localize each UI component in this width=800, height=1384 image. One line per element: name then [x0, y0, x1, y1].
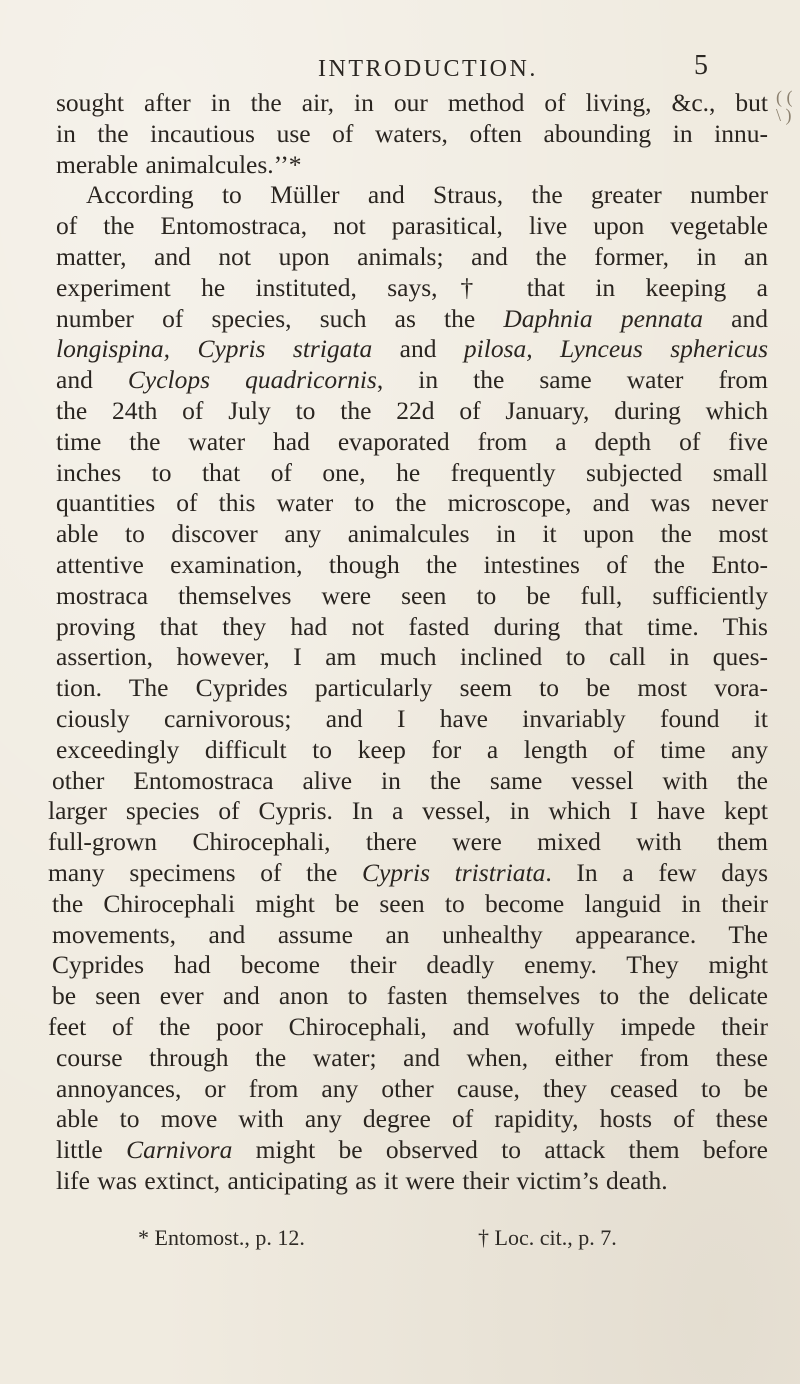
footnote-2: † Loc. cit., p. 7. — [478, 1225, 617, 1250]
text-line: According to Müller and Straus, the greater number — [86, 180, 768, 210]
text-line: be seen ever and anon to fasten themselves to the delicate — [52, 981, 768, 1011]
text-line: little Carnivora might be observed to attack them before — [56, 1135, 768, 1165]
text-line: number of species, such as the Daphnia pennata and — [56, 303, 768, 333]
text-line: quantities of this water to the microscope, and was never — [56, 488, 768, 518]
text-line: feet of the poor Chirocephali, and wofully impede their — [48, 1011, 768, 1041]
page-edge-mark: ( ( \ ) — [776, 87, 793, 125]
text-line: and Cyclops quadricornis, in the same water from — [56, 365, 769, 395]
running-title: INTRODUCTION. — [318, 56, 538, 82]
running-header — [0, 48, 800, 88]
text-line: merable animalcules.’’* — [56, 149, 302, 179]
text-line: other Entomostraca alive in the same vessel with the — [52, 765, 768, 795]
body-text — [48, 88, 769, 1197]
text-line: course through the water; and when, either from these — [56, 1042, 768, 1072]
text-line: life was extinct, anticipating as it were their victim’s death. — [56, 1165, 668, 1195]
footnote-1: * Entomost., p. 12. — [138, 1225, 305, 1250]
page-number: 5 — [694, 50, 708, 81]
text-line: in the incautious use of waters, often abounding in innu- — [56, 118, 768, 148]
text-line: time the water had evaporated from a depth of five — [56, 426, 768, 456]
text-line: the 24th of July to the 22d of January, during which — [56, 395, 768, 425]
text-line: assertion, however, I am much inclined to call in ques- — [56, 642, 768, 672]
text-line: proving that they had not fasted during that time. This — [56, 611, 768, 641]
text-line: experiment he instituted, says,† that in keeping a — [56, 272, 768, 302]
text-line: ciously carnivorous; and I have invariably found it — [56, 703, 768, 733]
text-line: full-grown Chirocephali, there were mixed with them — [48, 827, 768, 857]
text-line: Cyprides had become their deadly enemy. They might — [52, 950, 768, 980]
text-line: able to move with any degree of rapidity, hosts of these — [56, 1104, 768, 1134]
text-line: of the Entomostraca, not parasitical, live upon vegetable — [56, 211, 768, 241]
text-line: tion. The Cyprides particularly seem to be most vora- — [56, 673, 768, 703]
text-line: attentive examination, though the intestines of the Ento- — [56, 549, 768, 579]
text-line: able to discover any animalcules in it upon the most — [56, 519, 768, 549]
text-line: annoyances, or from any other cause, they ceased to be — [56, 1073, 768, 1103]
text-line: matter, and not upon animals; and the former, in an — [56, 241, 768, 271]
text-line: movements, and assume an unhealthy appearance. The — [52, 919, 768, 949]
text-line: mostraca themselves were seen to be full, sufficiently — [56, 580, 768, 610]
text-line: the Chirocephali might be seen to become languid in their — [52, 888, 768, 918]
text-line: larger species of Cypris. In a vessel, in which I have kept — [48, 796, 768, 826]
footnotes — [0, 1225, 800, 1257]
text-line: inches to that of one, he frequently subjected small — [56, 457, 768, 487]
text-line: exceedingly difficult to keep for a length of time any — [56, 734, 768, 764]
text-line: longispina, Cypris strigata and pilosa, Lynceus sphericus — [56, 334, 768, 364]
text-line: sought after in the air, in our method of living, &c., but — [56, 88, 768, 117]
text-line: many specimens of the Cypris tristriata. In a few days — [48, 857, 768, 887]
